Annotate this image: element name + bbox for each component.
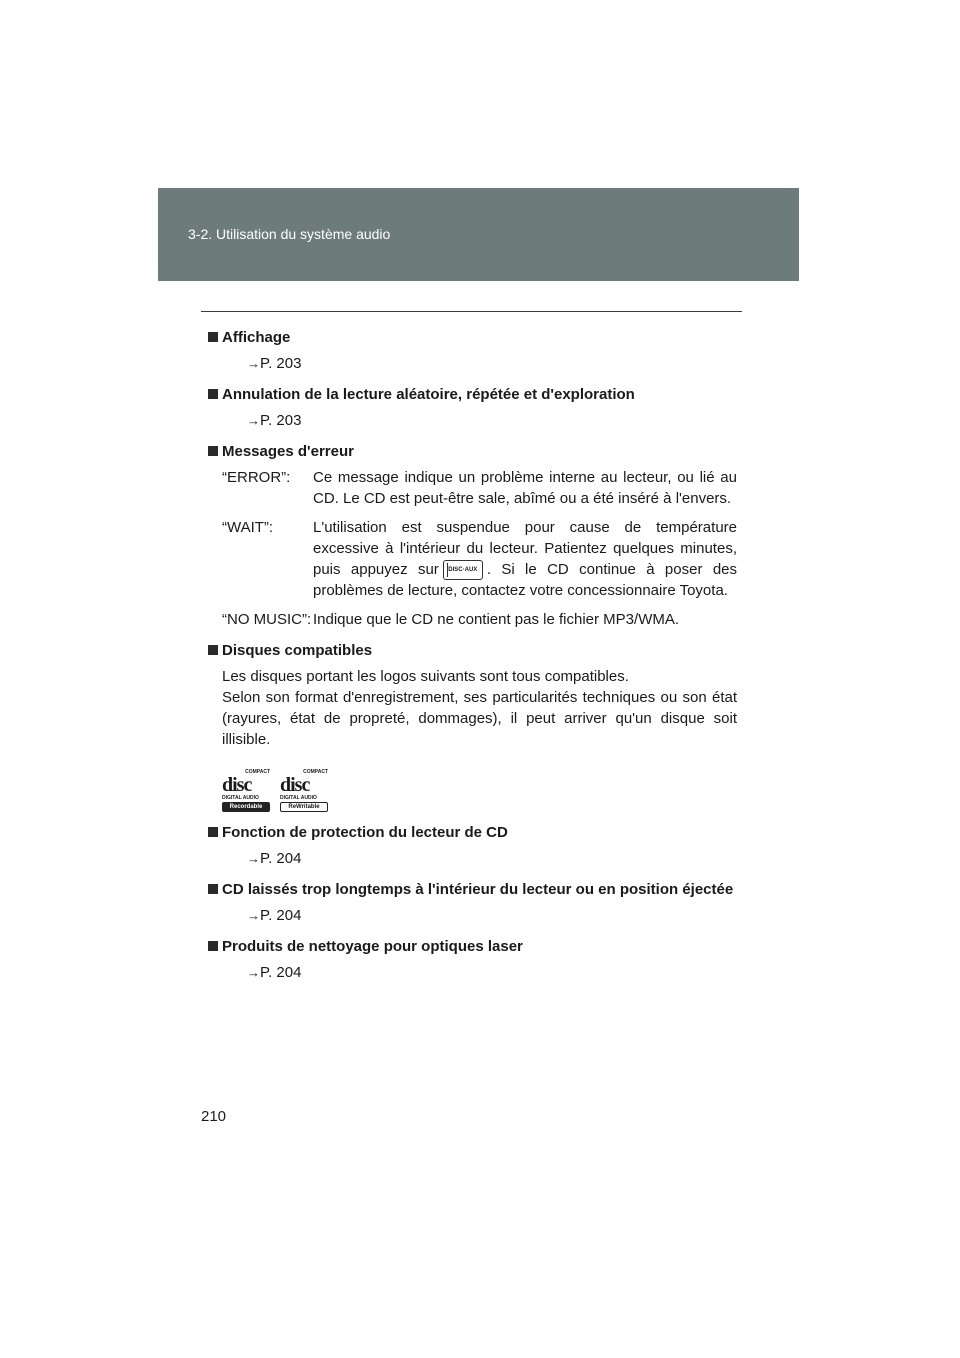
- page-reference[interactable]: →P. 204: [247, 850, 302, 868]
- header-band: [158, 188, 799, 281]
- error-code: “WAIT”:: [222, 519, 274, 536]
- arrow-icon: →: [247, 413, 260, 428]
- error-description: Indique que le CD ne contient pas le fichier MP3/WMA.: [313, 611, 680, 629]
- section-disques-compatibles: [222, 640, 737, 810]
- section-heading: Affichage: [222, 329, 291, 346]
- section-heading: Disques compatibles: [222, 642, 373, 660]
- section-nettoyage: [222, 936, 737, 983]
- section-heading: Fonction de protection du lecteur de CD: [222, 824, 508, 842]
- section-annulation: [222, 384, 737, 431]
- paragraph: Selon son format d'enregistrement, ses particularités techniques ou son état (rayures, état de propreté, dommages), il peut arriver qu'un disque soit illisible.: [222, 689, 737, 749]
- section-affichage: [222, 327, 737, 374]
- error-description: Ce message indique un problème interne au lecteur, ou lié au CD. Le CD est peut-être sale, abîmé ou a été inséré à l'envers.: [313, 469, 737, 507]
- square-bullet-icon: [208, 827, 218, 837]
- section-heading: CD laissés trop longtemps à l'intérieur du lecteur ou en position éjectée: [222, 881, 734, 899]
- page-reference[interactable]: →P. 204: [247, 964, 302, 982]
- section-protection: [222, 822, 737, 869]
- error-item: [222, 609, 737, 630]
- error-item: [222, 517, 737, 601]
- arrow-icon: →: [247, 965, 260, 981]
- section-heading: Annulation de la lecture aléatoire, répétée et d'exploration: [222, 386, 635, 403]
- cd-rewritable-logo: COMPACT disc DIGITAL AUDIO ReWritable: [280, 769, 328, 811]
- divider: [201, 311, 742, 312]
- error-item: [222, 467, 737, 509]
- error-code: “NO MUSIC”:: [222, 611, 312, 629]
- error-code: “ERROR”:: [222, 469, 291, 486]
- section-messages-erreur: [222, 441, 737, 630]
- arrow-icon: →: [247, 356, 260, 371]
- square-bullet-icon: [208, 389, 218, 399]
- square-bullet-icon: [208, 332, 218, 342]
- cd-recordable-logo: COMPACT disc DIGITAL AUDIO Recordable: [222, 769, 270, 811]
- section-heading: Messages d'erreur: [222, 443, 354, 460]
- error-description: L'utilisation est suspendue pour cause de température excessive à l'intérieur du lecteur. Patientez quelques minutes, puis appuyez sur DISC·AUX . Si le CD continue à poser des problèmes de lecture, contactez votre concessionnaire Toyota.: [313, 519, 737, 600]
- arrow-icon: →: [247, 908, 260, 924]
- page-reference[interactable]: →P. 204: [247, 907, 302, 925]
- square-bullet-icon: [208, 446, 218, 456]
- square-bullet-icon: [208, 884, 218, 894]
- disc-aux-button-icon: DISC·AUX: [443, 560, 483, 580]
- square-bullet-icon: [208, 941, 218, 951]
- section-cd-laisses: [222, 879, 737, 926]
- section-heading: Produits de nettoyage pour optiques laser: [222, 938, 523, 956]
- section-title: 3-2. Utilisation du système audio: [188, 226, 391, 242]
- disc-logos: [222, 770, 737, 810]
- square-bullet-icon: [208, 645, 218, 655]
- page-number: 210: [201, 1108, 227, 1125]
- page-reference[interactable]: →P. 203: [247, 412, 302, 429]
- paragraph: Les disques portant les logos suivants sont tous compatibles.: [222, 668, 629, 686]
- content: [222, 327, 737, 993]
- page-reference[interactable]: →P. 203: [247, 355, 302, 372]
- arrow-icon: →: [247, 851, 260, 867]
